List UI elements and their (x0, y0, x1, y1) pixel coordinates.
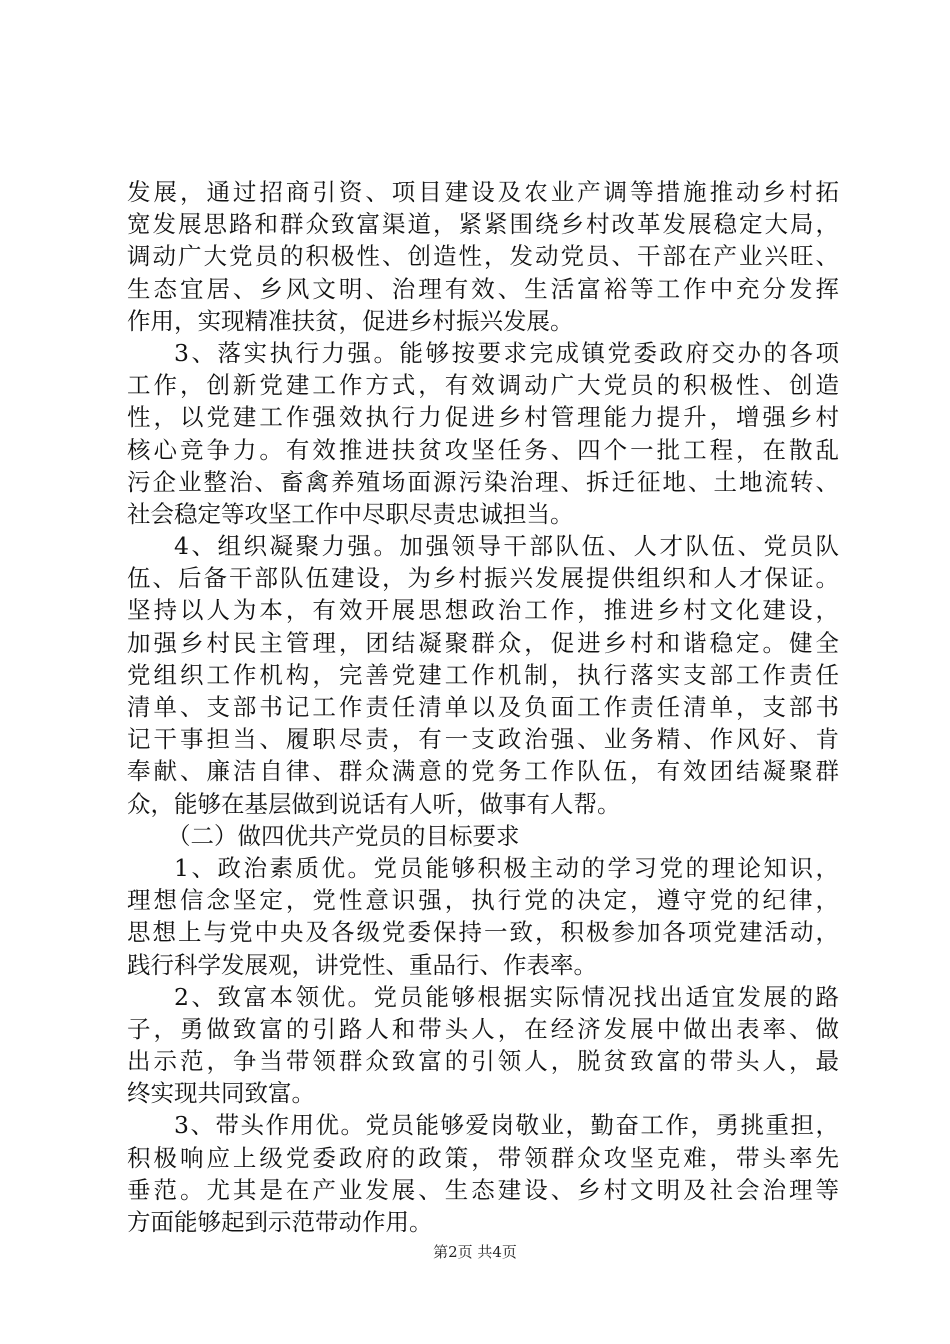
text-line: 出示范，争当带领群众致富的引领人，脱贫致富的带头人，最 (127, 1047, 839, 1076)
text-line: 奉献、廉洁自律、群众满意的党务工作队伍，有效团结凝聚群 (127, 757, 839, 786)
text-line: 污企业整治、畜禽养殖场面源污染治理、拆迁征地、土地流转、 (127, 467, 839, 496)
text-line: 1、政治素质优。党员能够积极主动的学习党的理论知识， (174, 853, 839, 882)
text-line: 积极响应上级党委政府的政策，带领群众攻坚克难，带头率先 (127, 1143, 839, 1172)
text-line: 坚持以人为本，有效开展思想政治工作，推进乡村文化建设， (127, 596, 839, 625)
text-line: 终实现共同致富。 (127, 1079, 315, 1108)
text-line: 调动广大党员的积极性、创造性，发动党员、干部在产业兴旺、 (127, 242, 839, 271)
text-line: （二）做四优共产党员的目标要求 (167, 821, 520, 850)
text-line: 清单、支部书记工作责任清单以及负面工作责任清单，支部书 (127, 693, 839, 721)
text-line: 2、致富本领优。党员能够根据实际情况找出适宜发展的路 (174, 982, 839, 1011)
text-line: 作用，实现精准扶贫，促进乡村振兴发展。 (127, 306, 574, 335)
text-line: 工作，创新党建工作方式，有效调动广大党员的积极性、创造 (127, 371, 839, 400)
document-body (127, 176, 839, 1238)
text-line: 性，以党建工作强效执行力促进乡村管理能力提升，增强乡村 (127, 403, 839, 432)
text-line: 记干事担当、履职尽责，有一支政治强、业务精、作风好、肯 (127, 725, 839, 754)
text-line: 加强乡村民主管理，团结凝聚群众，促进乡村和谐稳定。健全 (127, 628, 839, 657)
text-line: 3、带头作用优。党员能够爱岗敬业，勤奋工作，勇挑重担， (174, 1111, 839, 1140)
text-line: 3、落实执行力强。能够按要求完成镇党委政府交办的各项 (174, 338, 839, 367)
text-line: 方面能够起到示范带动作用。 (127, 1208, 433, 1236)
text-line: 子，勇做致富的引路人和带头人，在经济发展中做出表率、做 (127, 1014, 839, 1043)
text-line: 宽发展思路和群众致富渠道，紧紧围绕乡村改革发展稳定大局， (127, 210, 839, 239)
text-line: 社会稳定等攻坚工作中尽职尽责忠诚担当。 (127, 499, 574, 528)
text-line: 理想信念坚定，党性意识强，执行党的决定，遵守党的纪律， (127, 886, 839, 915)
text-line: 众，能够在基层做到说话有人听，做事有人帮。 (127, 789, 621, 818)
page-footer: 第2页 共4页 (433, 1243, 517, 1261)
text-line: 生态宜居、乡风文明、治理有效、生活富裕等工作中充分发挥 (127, 274, 839, 303)
text-line: 4、组织凝聚力强。加强领导干部队伍、人才队伍、党员队 (174, 532, 839, 561)
text-line: 核心竞争力。有效推进扶贫攻坚任务、四个一批工程，在散乱 (127, 435, 839, 464)
text-line: 伍、后备干部队伍建设，为乡村振兴发展提供组织和人才保证。 (127, 564, 839, 593)
text-line: 践行科学发展观，讲党性、重品行、作表率。 (127, 950, 597, 979)
text-line: 党组织工作机构，完善党建工作机制，执行落实支部工作责任 (127, 660, 839, 689)
text-line: 发展，通过招商引资、项目建设及农业产调等措施推动乡村拓 (127, 178, 839, 206)
text-line: 垂范。尤其是在产业发展、生态建设、乡村文明及社会治理等 (127, 1175, 839, 1204)
text-line: 思想上与党中央及各级党委保持一致，积极参加各项党建活动， (127, 918, 839, 947)
